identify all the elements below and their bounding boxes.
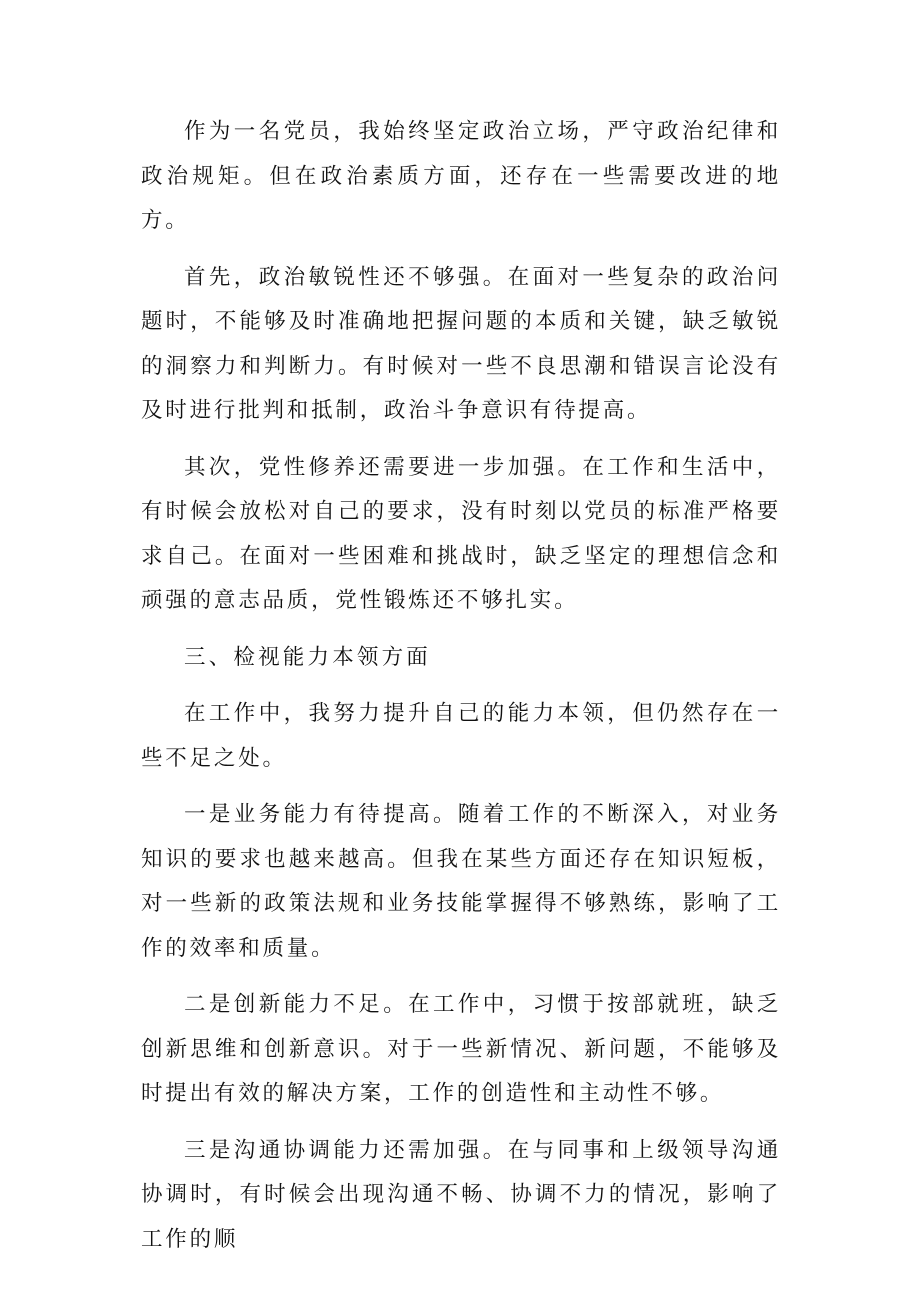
paragraph-ability-intro: 在工作中，我努力提升自己的能力本领，但仍然存在一些不足之处。 xyxy=(141,701,781,771)
paragraph-business-ability: 一是业务能力有待提高。随着工作的不断深入，对业务知识的要求也越来越高。但我在某些方面还存在知识短板，对一些新的政策法规和业务技能掌握得不够熟练，影响了工作的效率和质量。 xyxy=(141,802,781,961)
document-body xyxy=(141,110,781,1274)
section-heading-ability: 三、检视能力本领方面 xyxy=(184,644,432,670)
paragraph-political-sensitivity: 首先，政治敏锐性还不够强。在面对一些复杂的政治问题时，不能够及时准确地把握问题的本质和关键，缺乏敏锐的洞察力和判断力。有时候对一些不良思潮和错误言论没有及时进行批判和抵制，政治斗争意识有待提高。 xyxy=(141,264,781,423)
paragraph-communication-ability: 三是沟通协调能力还需加强。在与同事和上级领导沟通协调时，有时候会出现沟通不畅、协调不力的情况，影响了工作的顺 xyxy=(141,1137,781,1252)
paragraph-party-cultivation: 其次，党性修养还需要进一步加强。在工作和生活中，有时候会放松对自己的要求，没有时刻以党员的标准严格要求自己。在面对一些困难和挑战时，缺乏坚定的理想信念和顽强的意志品质，党性锻炼还不够扎实。 xyxy=(141,454,781,613)
paragraph-innovation-ability: 二是创新能力不足。在工作中，习惯于按部就班，缺乏创新思维和创新意识。对于一些新情况、新问题，不能够及时提出有效的解决方案，工作的创造性和主动性不够。 xyxy=(141,992,781,1106)
paragraph-political-stance: 作为一名党员，我始终坚定政治立场，严守政治纪律和政治规矩。但在政治素质方面，还存在一些需要改进的地方。 xyxy=(141,119,781,233)
